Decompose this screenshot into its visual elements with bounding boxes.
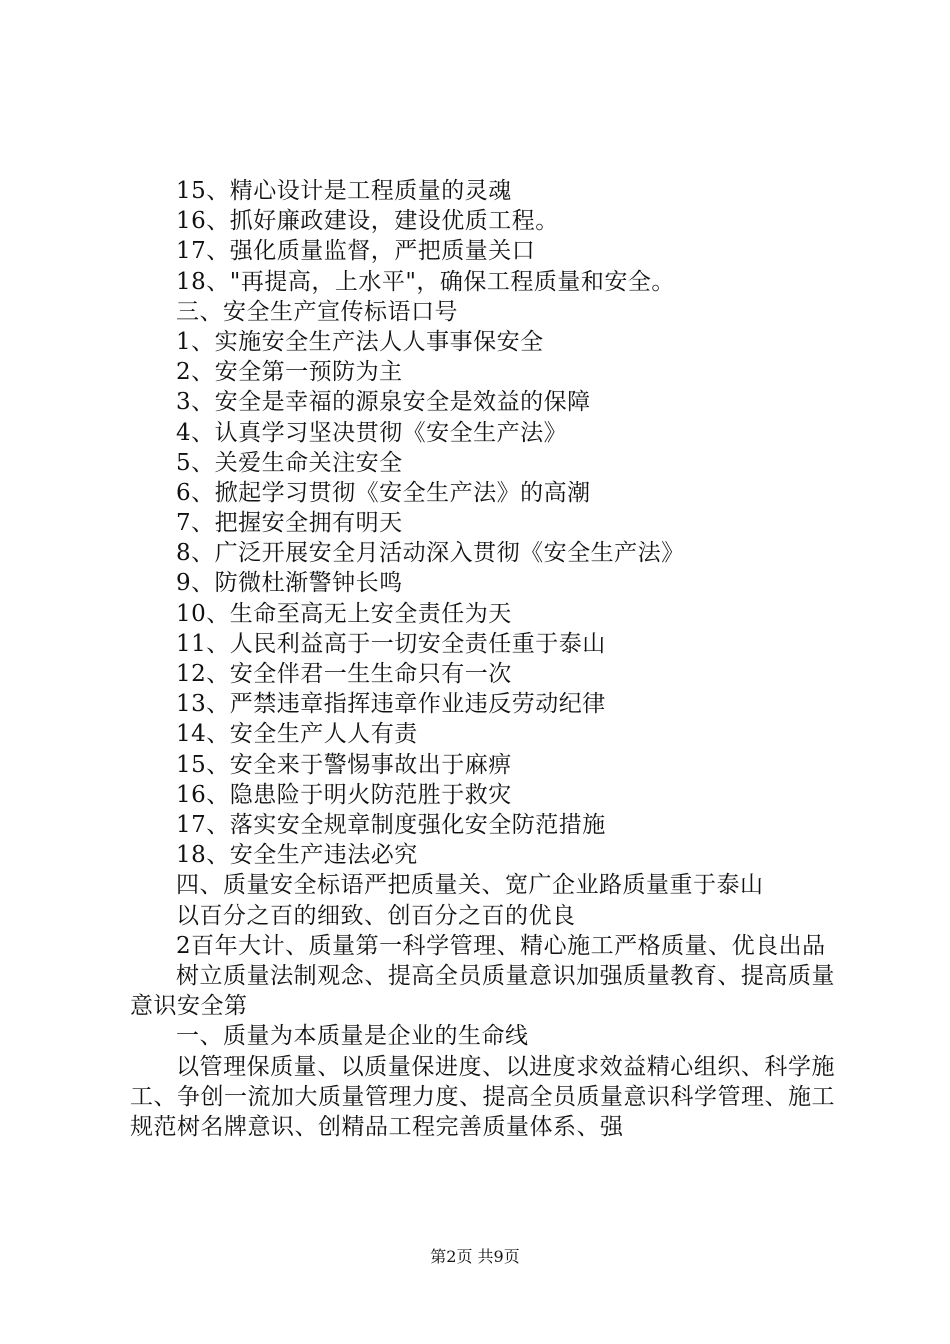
text-line: 1、实施安全生产法人人事事保安全 (176, 328, 544, 355)
document-body (130, 176, 835, 1142)
text-line: 15、精心设计是工程质量的灵魂 (176, 178, 512, 204)
text-line: 13、严禁违章指挥违章作业违反劳动纪律 (176, 691, 606, 718)
text-line: 18、"再提高，上水平"，确保工程质量和安全。 (176, 268, 675, 295)
text-line: 9、防微杜渐警钟长鸣 (176, 570, 403, 597)
text-line: 16、隐患险于明火防范胜于救灾 (176, 781, 512, 808)
paragraph: 树立质量法制观念、提高全员质量意识加强质量教育、提高质量意识安全第 (130, 962, 835, 1020)
text-line: 8、广泛开展安全月活动深入贯彻《安全生产法》 (176, 540, 685, 567)
text-line: 16、抓好廉政建设，建设优质工程。 (176, 208, 559, 235)
text-line: 17、强化质量监督，严把质量关口 (176, 238, 536, 265)
text-line: 12、安全伴君一生生命只有一次 (176, 661, 512, 687)
paragraph: 以管理保质量、以质量保进度、以进度求效益精心组织、科学施工、争创一流加大质量管理力度、提高全员质量意识科学管理、施工规范树名牌意识、创精品工程完善质量体系、强 (130, 1053, 835, 1140)
text-line: 17、落实安全规章制度强化安全防范措施 (176, 811, 606, 838)
text-line: 4、认真学习坚决贯彻《安全生产法》 (176, 419, 568, 446)
paragraph: 一、质量为本质量是企业的生命线 (176, 1023, 529, 1050)
text-line: 以百分之百的细致、创百分之百的优良 (176, 902, 576, 929)
text-line: 6、掀起学习贯彻《安全生产法》的高潮 (176, 479, 591, 506)
text-line: 10、生命至高无上安全责任为天 (176, 600, 512, 627)
page-footer: 第2页 共9页 (430, 1247, 520, 1266)
text-line: 15、安全来于警惕事故出于麻痹 (176, 751, 512, 778)
text-line: 3、安全是幸福的源泉安全是效益的保障 (176, 389, 591, 416)
text-line: 2、安全第一预防为主 (176, 359, 403, 386)
section-heading: 三、安全生产宣传标语口号 (176, 298, 458, 325)
text-line: 7、把握安全拥有明天 (176, 510, 403, 537)
section-heading: 四、质量安全标语严把质量关、宽广企业路质量重于泰山 (176, 872, 764, 899)
text-line: 11、人民利益高于一切安全责任重于泰山 (176, 630, 606, 657)
paragraph: 2百年大计、质量第一科学管理、精心施工严格质量、优良出品 (176, 932, 826, 959)
text-line: 18、安全生产违法必究 (176, 842, 418, 869)
text-line: 5、关爱生命关注安全 (176, 449, 403, 476)
text-line: 14、安全生产人人有责 (176, 721, 418, 748)
